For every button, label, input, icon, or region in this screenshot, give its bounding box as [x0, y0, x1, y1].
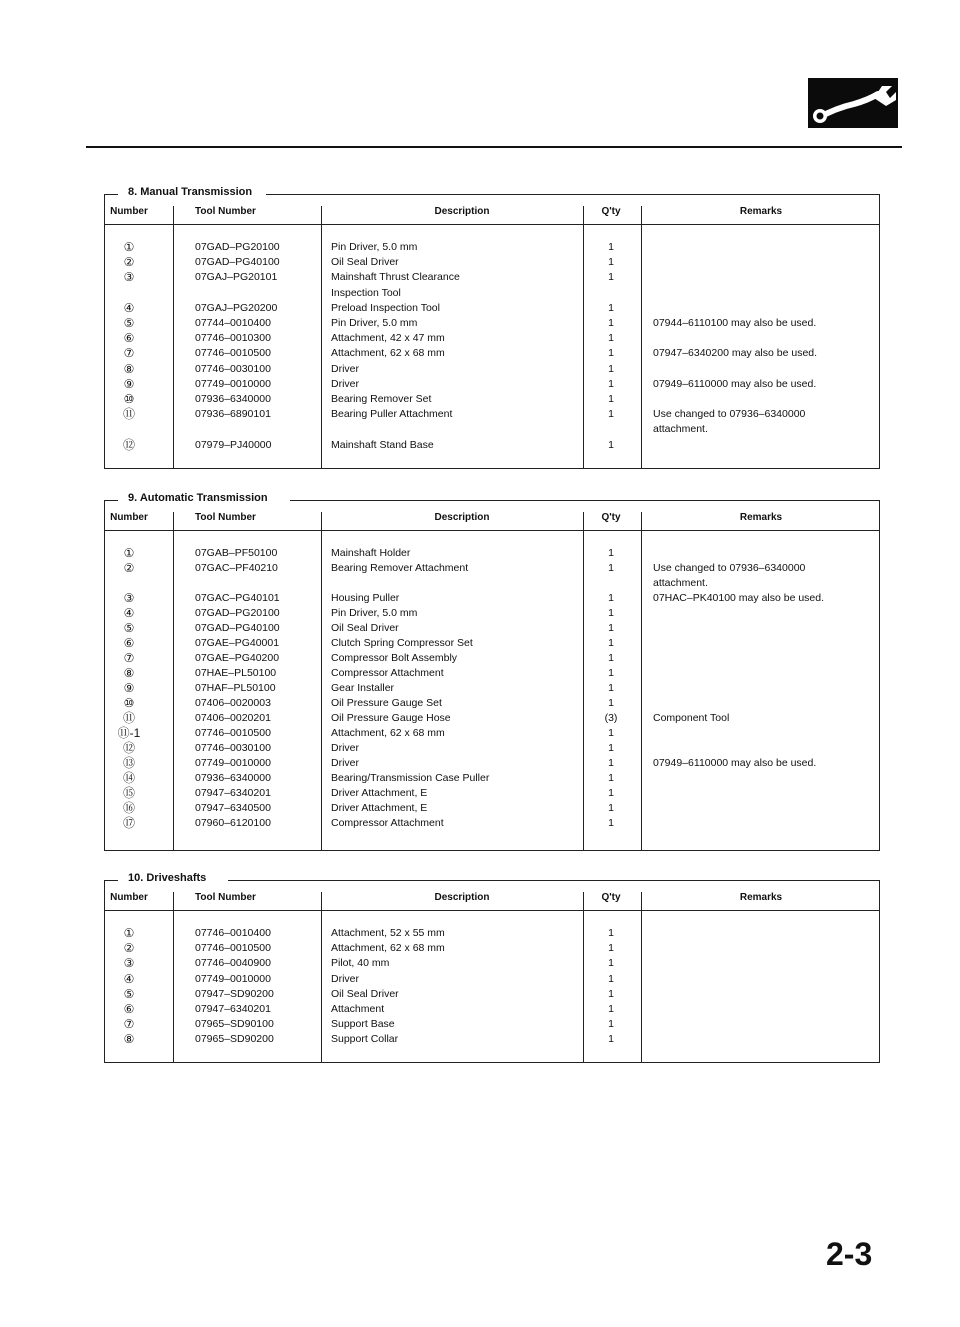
row-number: ⑪	[122, 711, 135, 725]
quantity-cell: (3)	[604, 712, 618, 724]
row-number: ⑥	[123, 1002, 135, 1016]
quantity-cell: 1	[608, 562, 614, 574]
row-number: ⑤	[123, 621, 135, 635]
table-row	[105, 636, 879, 650]
quantity-cell: 1	[608, 652, 614, 664]
row-number: ①	[123, 546, 135, 560]
row-number: ⑰	[122, 816, 135, 830]
description-cell: Oil Pressure Gauge Hose	[331, 712, 451, 724]
description-cell: Gear Installer	[331, 682, 395, 694]
table-row	[105, 972, 879, 986]
row-number: ⑩	[123, 696, 135, 710]
row-number: ⑭	[122, 771, 135, 785]
quantity-cell: 1	[608, 1003, 614, 1015]
quantity-cell: 1	[608, 727, 614, 739]
description-cell: Support Base	[331, 1018, 395, 1031]
table-row	[105, 666, 879, 680]
description-cell: Attachment	[331, 1003, 385, 1015]
quantity-cell: 1	[608, 592, 614, 604]
description-cell: Mainshaft Stand Base	[331, 438, 434, 451]
description-cell: Attachment, 42 x 47 mm	[331, 332, 445, 345]
wrench-icon	[808, 78, 898, 128]
row-number: ②	[123, 561, 135, 575]
tool-number-cell: 07406–0020003	[195, 697, 271, 709]
quantity-cell: 1	[608, 927, 614, 939]
table-row	[105, 941, 879, 955]
description-cell: Preload Inspection Tool	[331, 301, 440, 314]
row-number: ⑥	[123, 636, 135, 650]
description-cell: Mainshaft Thrust Clearance	[331, 271, 460, 284]
table-row	[105, 1002, 879, 1016]
header-qty: Q'ty	[601, 206, 621, 217]
table-row	[105, 576, 879, 590]
quantity-cell: 1	[608, 637, 614, 649]
tool-number-cell: 07HAE–PL50100	[195, 667, 277, 679]
description-cell: Bearing/Transmission Case Puller	[331, 772, 490, 784]
tool-number-cell: 07GAD–PG20100	[195, 241, 280, 253]
quantity-cell: 1	[608, 987, 614, 1000]
tool-number-cell: 07749–0010000	[195, 972, 271, 985]
table-row	[105, 987, 879, 1001]
table-row	[105, 606, 879, 620]
quantity-cell: 1	[608, 271, 614, 284]
table-row	[105, 346, 879, 360]
quantity-cell: 1	[608, 772, 614, 784]
description-cell: Housing Puller	[331, 592, 400, 604]
table-row	[105, 331, 879, 345]
header-remarks: Remarks	[739, 206, 783, 217]
description-cell: Compressor Bolt Assembly	[331, 652, 458, 664]
row-number: ②	[123, 255, 135, 270]
row-number: ⑦	[123, 1017, 135, 1032]
row-number: ②	[123, 941, 135, 956]
row-number: ⑪-1	[117, 726, 141, 740]
header-description: Description	[434, 512, 490, 523]
tool-number-cell: 07936–6340000	[195, 393, 271, 405]
table-row	[105, 651, 879, 665]
tool-number-cell: 07GAJ–PG20200	[195, 301, 278, 314]
quantity-cell: 1	[608, 1033, 614, 1046]
description-cell: Compressor Attachment	[331, 667, 444, 679]
tool-number-cell: 07749–0010000	[195, 377, 271, 390]
quantity-cell: 1	[608, 667, 614, 679]
remarks-cell: Use changed to 07936–6340000	[653, 562, 806, 574]
tool-number-cell: 07GAC–PF40210	[195, 562, 278, 574]
quantity-cell: 1	[608, 393, 614, 405]
tool-number-cell: 07406–0020201	[195, 712, 271, 724]
description-cell: Oil Seal Driver	[331, 622, 399, 634]
description-cell: Clutch Spring Compressor Set	[331, 637, 473, 649]
section-manual-transmission	[104, 186, 880, 470]
table-row	[105, 696, 879, 710]
quantity-cell: 1	[608, 622, 614, 634]
tool-number-cell: 07746–0010300	[195, 332, 271, 345]
remarks-cell: 07944–6110100 may also be used.	[653, 317, 817, 329]
tool-number-cell: 07746–0010500	[195, 727, 271, 739]
row-number: ④	[123, 971, 135, 986]
row-number: ④	[123, 606, 135, 620]
remarks-cell: 07947–6340200 may also be used.	[653, 347, 818, 360]
wrench-logo	[808, 78, 898, 128]
header-qty: Q'ty	[601, 512, 621, 523]
quantity-cell: 1	[608, 317, 614, 329]
section-automatic-transmission	[104, 492, 880, 852]
quantity-cell: 1	[608, 408, 614, 421]
tool-number-cell: 07GAE–PG40001	[195, 637, 280, 649]
quantity-cell: 1	[608, 547, 614, 559]
tool-number-cell: 07965–SD90200	[195, 1033, 274, 1046]
row-number: ⑬	[122, 756, 135, 770]
quantity-cell: 1	[608, 332, 614, 345]
tool-number-cell: 07GAJ–PG20101	[195, 271, 278, 284]
table-row	[105, 286, 879, 300]
row-number: ⑥	[123, 331, 135, 346]
header-tool-number: Tool Number	[195, 206, 256, 217]
header-number: Number	[110, 512, 148, 523]
table-row	[105, 316, 879, 330]
description-cell: Oil Seal Driver	[331, 987, 399, 1000]
description-cell: Bearing Puller Attachment	[331, 408, 453, 421]
row-number: ⑪	[122, 407, 135, 422]
table-row	[105, 392, 879, 406]
table-row	[105, 1017, 879, 1031]
header-tool-number: Tool Number	[195, 892, 256, 903]
quantity-cell: 1	[608, 697, 614, 709]
description-cell: Pilot, 40 mm	[331, 957, 390, 970]
quantity-cell: 1	[608, 362, 614, 375]
header-remarks: Remarks	[739, 892, 783, 903]
tool-number-cell: 07746–0030100	[195, 742, 271, 754]
description-cell: Support Collar	[331, 1033, 399, 1046]
table-row	[105, 816, 879, 830]
table-row	[105, 771, 879, 785]
table-row	[105, 255, 879, 269]
quantity-cell: 1	[608, 241, 614, 253]
row-number: ①	[123, 240, 135, 254]
description-cell: Driver	[331, 377, 359, 390]
description-cell: Attachment, 52 x 55 mm	[331, 927, 445, 939]
table-row	[105, 301, 879, 315]
row-number: ③	[123, 956, 135, 971]
table-row	[105, 546, 879, 560]
table-row	[105, 270, 879, 284]
tool-number-cell: 07749–0010000	[195, 757, 271, 769]
table-header	[105, 500, 879, 531]
tool-number-cell: 07746–0010400	[195, 927, 271, 939]
description-cell: Pin Driver, 5.0 mm	[331, 241, 418, 253]
remarks-cell: attachment.	[653, 423, 708, 436]
table-row	[105, 726, 879, 740]
table-row	[105, 362, 879, 376]
description-cell: Driver	[331, 972, 359, 985]
row-number: ⑫	[122, 741, 135, 755]
description-cell: Pin Driver, 5.0 mm	[331, 317, 418, 329]
remarks-cell: Use changed to 07936–6340000	[653, 408, 806, 421]
row-number: ③	[123, 270, 135, 285]
row-number: ⑧	[123, 361, 135, 376]
description-cell: Driver	[331, 757, 359, 769]
row-number: ⑯	[122, 801, 135, 815]
quantity-cell: 1	[608, 301, 614, 314]
tool-number-cell: 07GAD–PG40100	[195, 622, 280, 634]
row-number: ⑤	[123, 316, 135, 330]
description-cell: Oil Seal Driver	[331, 256, 399, 269]
tool-number-cell: 07746–0030100	[195, 362, 271, 375]
tool-number-cell: 07979–PJ40000	[195, 438, 272, 451]
description-cell: Inspection Tool	[331, 286, 401, 299]
section-title: 9. Automatic Transmission	[128, 492, 268, 504]
table-row	[105, 926, 879, 940]
remarks-cell: 07949–6110000 may also be used.	[653, 757, 817, 769]
table-row	[105, 561, 879, 575]
table-row	[105, 711, 879, 725]
quantity-cell: 1	[608, 817, 614, 829]
tool-number-cell: 07GAD–PG40100	[195, 256, 280, 269]
table-row	[105, 741, 879, 755]
row-number: ③	[123, 591, 135, 605]
remarks-cell: 07HAC–PK40100 may also be used.	[653, 592, 825, 604]
quantity-cell: 1	[608, 347, 614, 360]
description-cell: Driver Attachment, E	[331, 787, 428, 799]
description-cell: Driver	[331, 742, 359, 754]
quantity-cell: 1	[608, 438, 614, 451]
table-header	[105, 194, 879, 225]
row-number: ⑧	[123, 1032, 135, 1047]
header-number: Number	[110, 892, 148, 903]
quantity-cell: 1	[608, 607, 614, 619]
tool-number-cell: 07746–0040900	[195, 957, 271, 970]
row-number: ⑦	[123, 651, 135, 665]
description-cell: Attachment, 62 x 68 mm	[331, 347, 445, 360]
tool-number-cell: 07744–0010400	[195, 317, 271, 329]
description-cell: Driver	[331, 362, 359, 375]
header-qty: Q'ty	[601, 892, 621, 903]
tool-number-cell: 07746–0010500	[195, 347, 271, 360]
table-row	[105, 377, 879, 391]
description-cell: Mainshaft Holder	[331, 547, 411, 559]
remarks-cell: 07949–6110000 may also be used.	[653, 377, 817, 390]
header-remarks: Remarks	[739, 512, 783, 523]
quantity-cell: 1	[608, 802, 614, 814]
description-cell: Compressor Attachment	[331, 817, 444, 829]
header-description: Description	[434, 892, 490, 903]
tool-number-cell: 07960–6120100	[195, 817, 271, 829]
tool-number-cell: 07947–6340500	[195, 802, 271, 814]
row-number: ⑧	[123, 666, 135, 680]
tool-number-cell: 07HAF–PL50100	[195, 682, 276, 694]
tool-number-cell: 07947–6340201	[195, 787, 271, 799]
table-row	[105, 591, 879, 605]
quantity-cell: 1	[608, 682, 614, 694]
header-description: Description	[434, 206, 490, 217]
tool-number-cell: 07947–6340201	[195, 1003, 271, 1015]
row-number: ①	[123, 926, 135, 940]
description-cell: Pin Driver, 5.0 mm	[331, 607, 418, 619]
tool-number-cell: 07965–SD90100	[195, 1018, 274, 1031]
row-number: ⑨	[123, 681, 135, 695]
tool-number-cell: 07947–SD90200	[195, 987, 274, 1000]
tool-number-cell: 07936–6890101	[195, 408, 271, 421]
tool-number-cell: 07GAD–PG20100	[195, 607, 280, 619]
tool-number-cell: 07GAE–PG40200	[195, 652, 280, 664]
table-row	[105, 801, 879, 815]
table-row	[105, 422, 879, 436]
remarks-cell: attachment.	[653, 577, 708, 589]
table-row	[105, 438, 879, 452]
description-cell: Oil Pressure Gauge Set	[331, 697, 442, 709]
quantity-cell: 1	[608, 942, 614, 955]
description-cell: Attachment, 62 x 68 mm	[331, 727, 445, 739]
tool-number-cell: 07GAB–PF50100	[195, 547, 278, 559]
section-title: 8. Manual Transmission	[128, 186, 253, 198]
quantity-cell: 1	[608, 972, 614, 985]
section-driveshafts	[104, 872, 880, 1062]
header-tool-number: Tool Number	[195, 512, 256, 523]
tool-number-cell: 07GAC–PG40101	[195, 592, 280, 604]
quantity-cell: 1	[608, 957, 614, 970]
table-row	[105, 956, 879, 970]
quantity-cell: 1	[608, 1018, 614, 1031]
tool-number-cell: 07936–6340000	[195, 772, 271, 784]
quantity-cell: 1	[608, 377, 614, 390]
row-number: ⑩	[123, 392, 135, 406]
row-number: ④	[123, 300, 135, 315]
table-row	[105, 786, 879, 800]
remarks-cell: Component Tool	[653, 712, 730, 724]
tool-number-cell: 07746–0010500	[195, 942, 271, 955]
quantity-cell: 1	[608, 742, 614, 754]
description-cell: Attachment, 62 x 68 mm	[331, 942, 445, 955]
header-rule	[86, 146, 902, 148]
quantity-cell: 1	[608, 256, 614, 269]
description-cell: Driver Attachment, E	[331, 802, 428, 814]
table-row	[105, 1032, 879, 1046]
table-row	[105, 621, 879, 635]
row-number: ⑨	[123, 376, 135, 391]
table-header	[105, 880, 879, 911]
row-number: ⑮	[122, 786, 135, 800]
row-number: ⑤	[123, 986, 135, 1001]
table-row	[105, 240, 879, 254]
header-number: Number	[110, 206, 148, 217]
page-number: 2-3	[826, 1236, 873, 1272]
row-number: ⑫	[122, 437, 135, 452]
quantity-cell: 1	[608, 757, 614, 769]
row-number: ⑦	[123, 346, 135, 361]
table-row	[105, 756, 879, 770]
section-title: 10. Driveshafts	[128, 872, 207, 884]
table-row	[105, 407, 879, 421]
table-row	[105, 681, 879, 695]
description-cell: Bearing Remover Attachment	[331, 562, 469, 574]
description-cell: Bearing Remover Set	[331, 393, 432, 405]
quantity-cell: 1	[608, 787, 614, 799]
